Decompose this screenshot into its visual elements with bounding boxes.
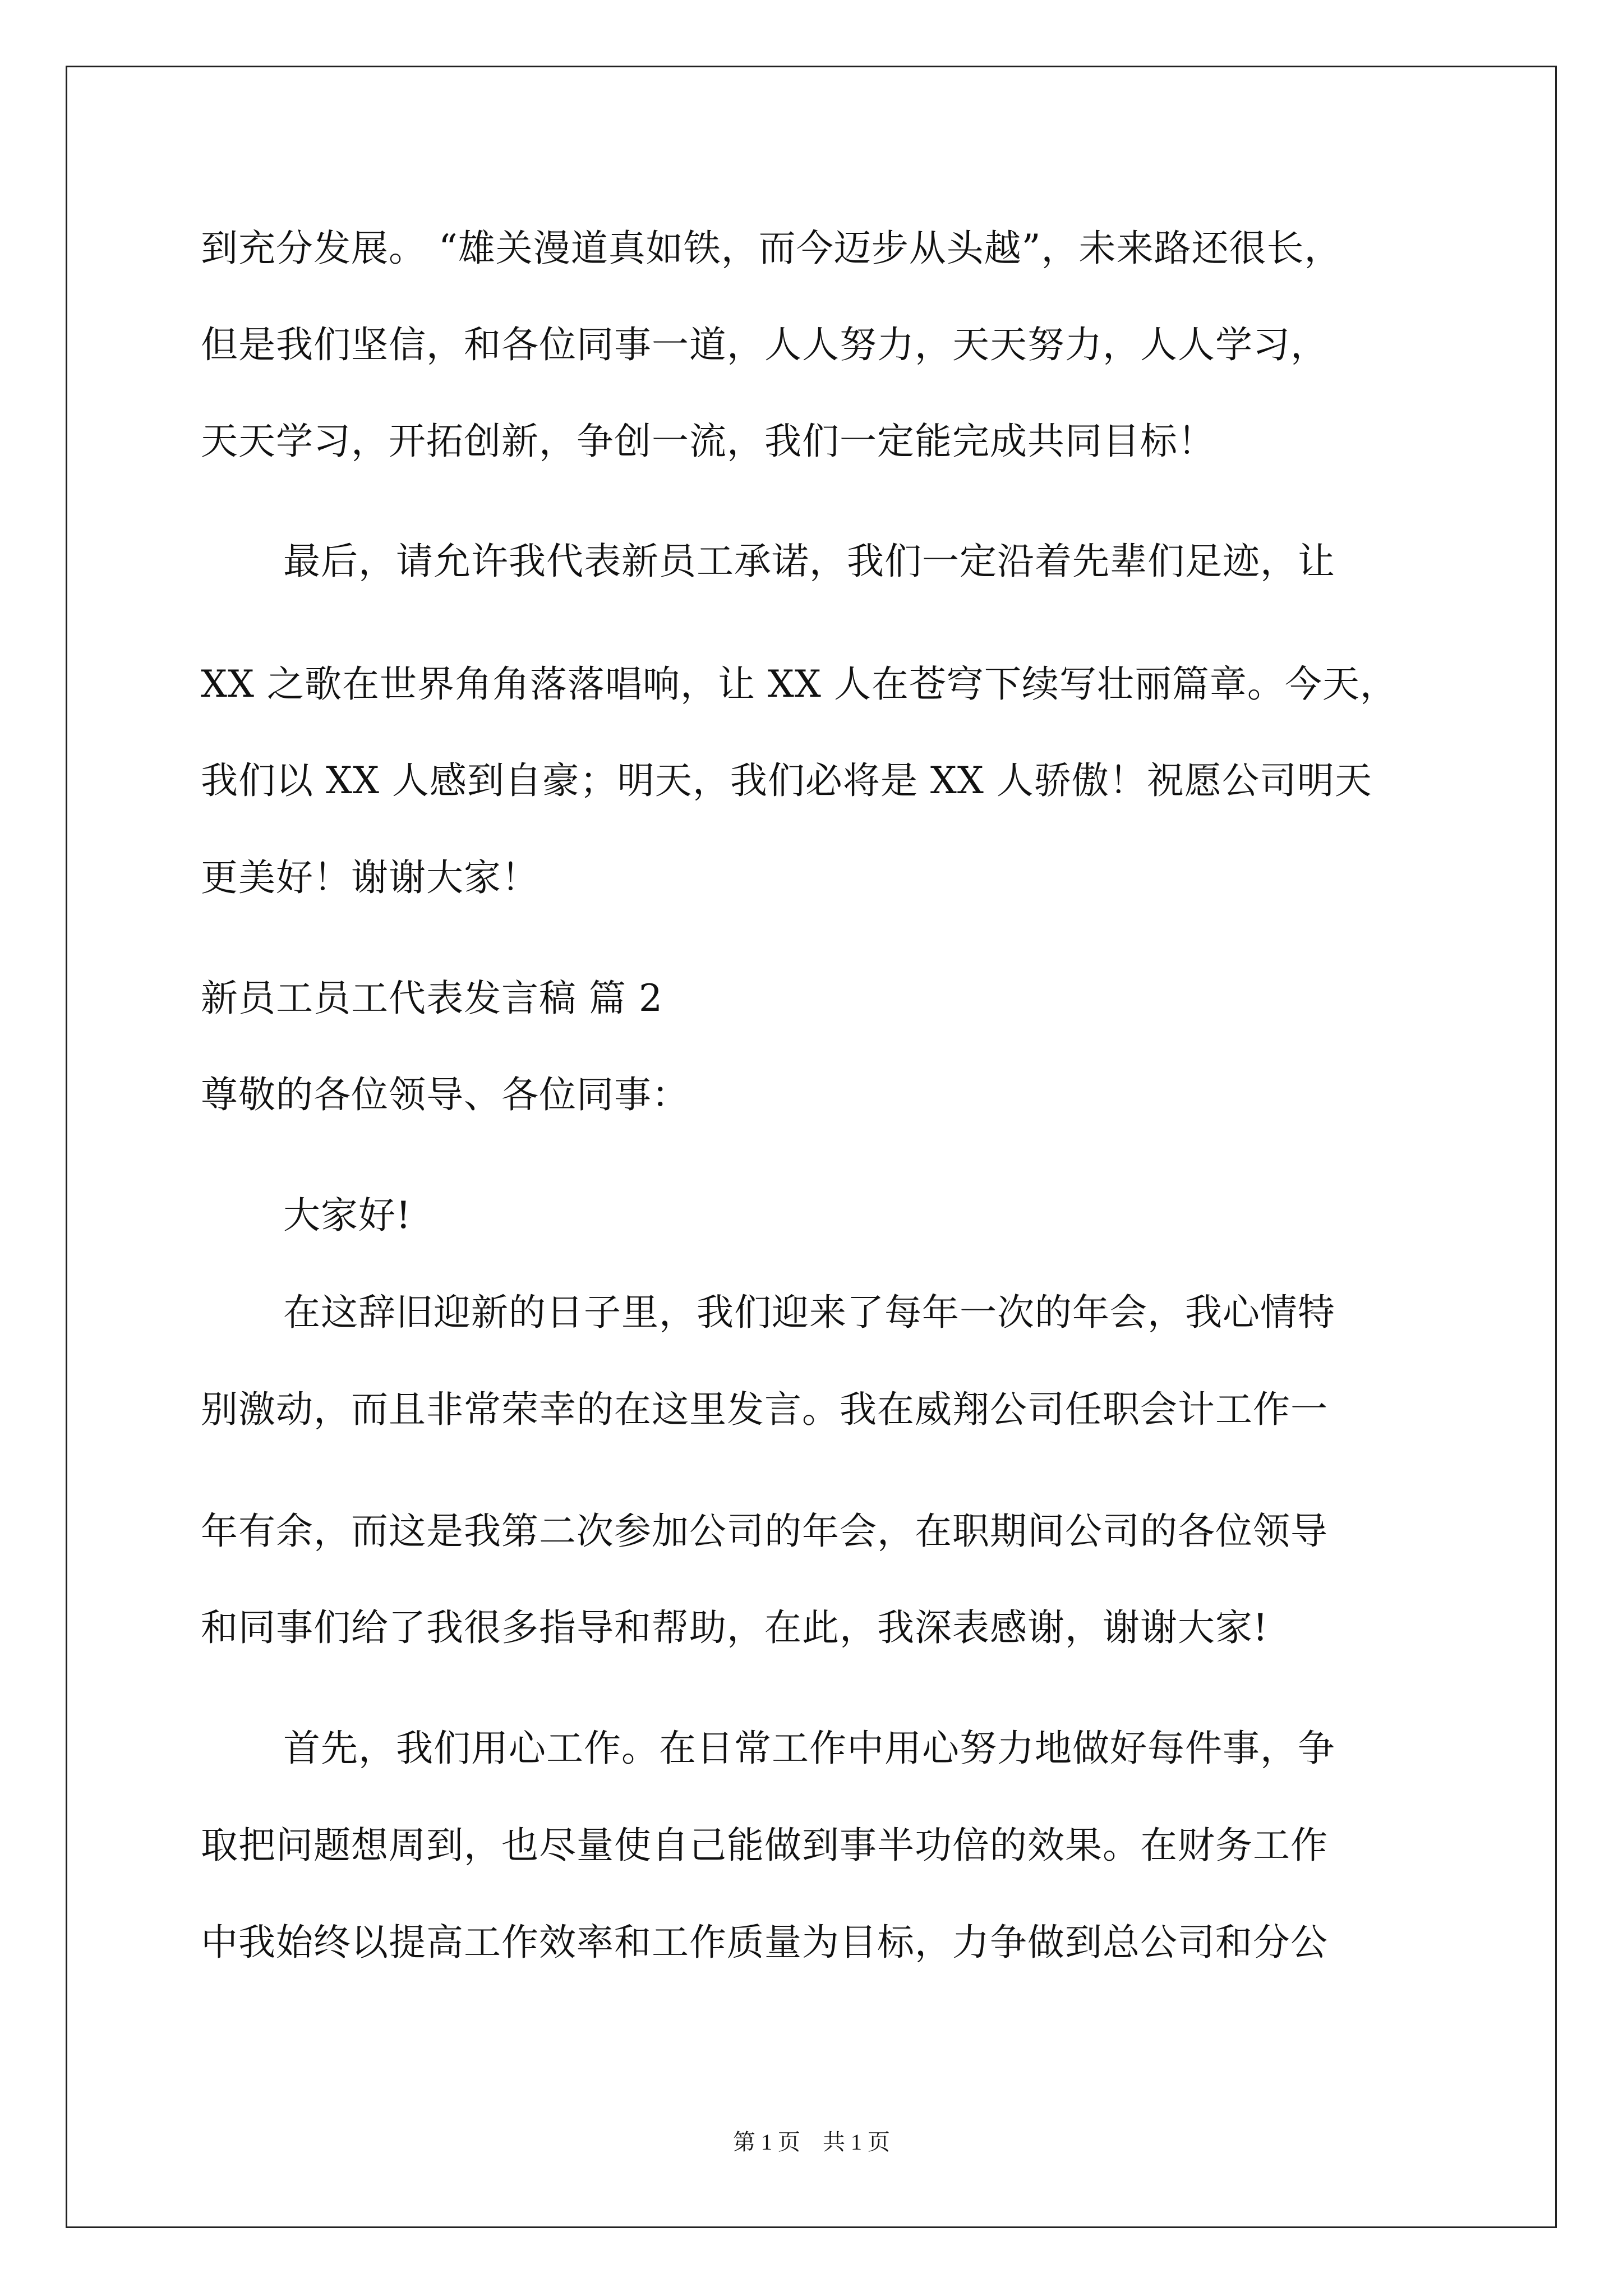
paragraph-first-line: 在这辞旧迎新的日子里，我们迎来了每年一次的年会，我心情特: [283, 1291, 1335, 1334]
paragraph-first-line: 最后，请允许我代表新员工承诺，我们一定沿着先辈们足迹，让: [283, 540, 1335, 583]
text-line: 天天学习，开拓创新，争创一流，我们一定能完成共同目标！: [201, 420, 1215, 463]
page-border: [66, 66, 1557, 2228]
text-line: 别激动，而且非常荣幸的在这里发言。我在威翔公司任职会计工作一: [201, 1388, 1328, 1431]
text-line: 年有余，而这是我第二次参加公司的年会，在职期间公司的各位领导: [201, 1510, 1328, 1553]
text-line: XX 之歌在世界角角落落唱响，让 XX 人在苍穹下续写壮丽篇章。今天，: [201, 662, 1398, 706]
paragraph-first-line: 首先，我们用心工作。在日常工作中用心努力地做好每件事，争: [283, 1727, 1335, 1770]
text-line: 中我始终以提高工作效率和工作质量为目标，力争做到总公司和分公: [201, 1921, 1328, 1964]
section-heading: 新员工员工代表发言稿 篇 2: [201, 977, 663, 1020]
text-line: 更美好！谢谢大家！: [201, 856, 539, 899]
greeting: 大家好!: [283, 1194, 412, 1237]
text-line: 和同事们给了我很多指导和帮助，在此，我深表感谢，谢谢大家!: [201, 1606, 1269, 1649]
text-line: 但是我们坚信，和各位同事一道，人人努力，天天努力，人人学习，: [201, 323, 1328, 366]
text-line: 我们以 XX 人感到自豪；明天，我们必将是 XX 人骄傲！祝愿公司明天: [201, 759, 1372, 802]
text-line: 到充分发展。 “雄关漫道真如铁，而今迈步从头越”，未来路还很长，: [201, 227, 1342, 270]
salutation: 尊敬的各位领导、各位同事：: [201, 1073, 689, 1116]
page-number-footer: 第 1 页 共 1 页: [733, 2129, 890, 2155]
text-line: 取把问题想周到，也尽量使自己能做到事半功倍的效果。在财务工作: [201, 1824, 1328, 1867]
